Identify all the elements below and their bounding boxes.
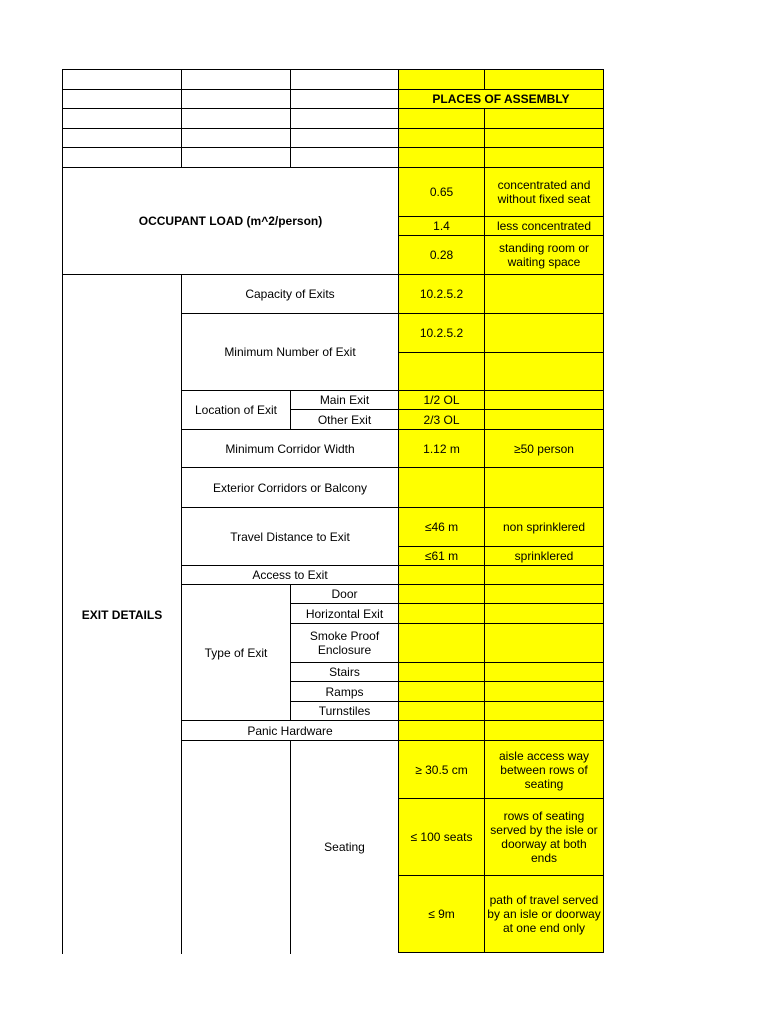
- seating-note: rows of seating served by the isle or doorway at both ends: [484, 798, 604, 876]
- cell-empty: [181, 108, 291, 129]
- other-exit-value: 2/3 OL: [398, 409, 485, 430]
- cell-empty: [484, 108, 604, 129]
- cell-empty: [62, 147, 182, 168]
- cell-empty: [398, 623, 485, 663]
- cell-empty: [398, 69, 485, 90]
- cell-empty: [398, 565, 485, 585]
- cell-empty: [181, 128, 291, 148]
- cell-empty: [181, 740, 291, 954]
- travel-distance-note: sprinklered: [484, 546, 604, 566]
- occupant-load-note: concentrated and without fixed seat: [484, 167, 604, 217]
- cell-empty: [484, 390, 604, 410]
- seating-value: ≤ 9m: [398, 875, 485, 953]
- occupant-load-value: 0.28: [398, 235, 485, 275]
- travel-distance-label: Travel Distance to Exit: [181, 507, 399, 566]
- exterior-corridors-label: Exterior Corridors or Balcony: [181, 467, 399, 508]
- cell-empty: [181, 147, 291, 168]
- cell-empty: [484, 623, 604, 663]
- cell-empty: [484, 720, 604, 741]
- travel-distance-value: ≤46 m: [398, 507, 485, 547]
- capacity-of-exits-label: Capacity of Exits: [181, 274, 399, 314]
- travel-distance-note: non sprinklered: [484, 507, 604, 547]
- min-corridor-width-value: 1.12 m: [398, 429, 485, 468]
- occupant-load-value: 1.4: [398, 216, 485, 236]
- cell-empty: [398, 662, 485, 682]
- main-exit-value: 1/2 OL: [398, 390, 485, 410]
- cell-empty: [62, 128, 182, 148]
- min-number-of-exit-value: 10.2.5.2: [398, 313, 485, 353]
- cell-empty: [484, 274, 604, 314]
- exit-type-item: Smoke Proof Enclosure: [290, 623, 399, 663]
- type-of-exit-label: Type of Exit: [181, 584, 291, 721]
- cell-empty: [290, 69, 399, 90]
- exit-details-label: EXIT DETAILS: [62, 274, 182, 954]
- cell-empty: [484, 662, 604, 682]
- table-title: PLACES OF ASSEMBLY: [398, 89, 604, 109]
- occupant-load-note: less concentrated: [484, 216, 604, 236]
- location-of-exit-label: Location of Exit: [181, 390, 291, 430]
- min-corridor-width-note: ≥50 person: [484, 429, 604, 468]
- cell-empty: [181, 69, 291, 90]
- cell-empty: [181, 89, 291, 109]
- cell-empty: [62, 89, 182, 109]
- seating-label: Seating: [290, 740, 399, 952]
- seating-value: ≤ 100 seats: [398, 798, 485, 876]
- travel-distance-value: ≤61 m: [398, 546, 485, 566]
- cell-empty: [290, 89, 399, 109]
- cell-empty: [62, 108, 182, 129]
- cell-empty: [398, 128, 485, 148]
- min-number-of-exit-label: Minimum Number of Exit: [181, 313, 399, 391]
- seating-value: ≥ 30.5 cm: [398, 740, 485, 799]
- occupant-load-note: standing room or waiting space: [484, 235, 604, 275]
- cell-empty: [484, 681, 604, 702]
- cell-empty: [290, 147, 399, 168]
- access-to-exit-label: Access to Exit: [181, 565, 399, 585]
- exit-type-item: Ramps: [290, 681, 399, 702]
- cell-empty: [484, 409, 604, 430]
- cell-empty: [62, 69, 182, 90]
- cell-empty: [484, 313, 604, 353]
- cell-empty: [484, 701, 604, 721]
- cell-empty: [398, 603, 485, 624]
- cell-empty: [484, 603, 604, 624]
- cell-empty: [484, 69, 604, 90]
- cell-empty: [290, 108, 399, 129]
- min-corridor-width-label: Minimum Corridor Width: [181, 429, 399, 468]
- cell-empty: [398, 108, 485, 129]
- cell-empty: [398, 352, 485, 391]
- cell-empty: [290, 128, 399, 148]
- panic-hardware-label: Panic Hardware: [181, 720, 399, 741]
- cell-empty: [398, 584, 485, 604]
- cell-empty: [398, 147, 485, 168]
- exit-type-item: Horizontal Exit: [290, 603, 399, 624]
- cell-empty: [484, 565, 604, 585]
- occupant-load-label: OCCUPANT LOAD (m^2/person): [62, 167, 399, 275]
- seating-note: aisle access way between rows of seating: [484, 740, 604, 799]
- cell-empty: [398, 701, 485, 721]
- other-exit-label: Other Exit: [290, 409, 399, 430]
- cell-empty: [484, 352, 604, 391]
- cell-empty: [484, 584, 604, 604]
- main-exit-label: Main Exit: [290, 390, 399, 410]
- cell-empty: [484, 147, 604, 168]
- exit-type-item: Stairs: [290, 662, 399, 682]
- cell-empty: [398, 720, 485, 741]
- seating-note: path of travel served by an isle or doorway at one end only: [484, 875, 604, 953]
- cell-empty: [398, 467, 485, 508]
- exit-type-item: Door: [290, 584, 399, 604]
- exit-type-item: Turnstiles: [290, 701, 399, 721]
- occupant-load-value: 0.65: [398, 167, 485, 217]
- cell-empty: [398, 681, 485, 702]
- cell-empty: [484, 467, 604, 508]
- capacity-of-exits-value: 10.2.5.2: [398, 274, 485, 314]
- cell-empty: [484, 128, 604, 148]
